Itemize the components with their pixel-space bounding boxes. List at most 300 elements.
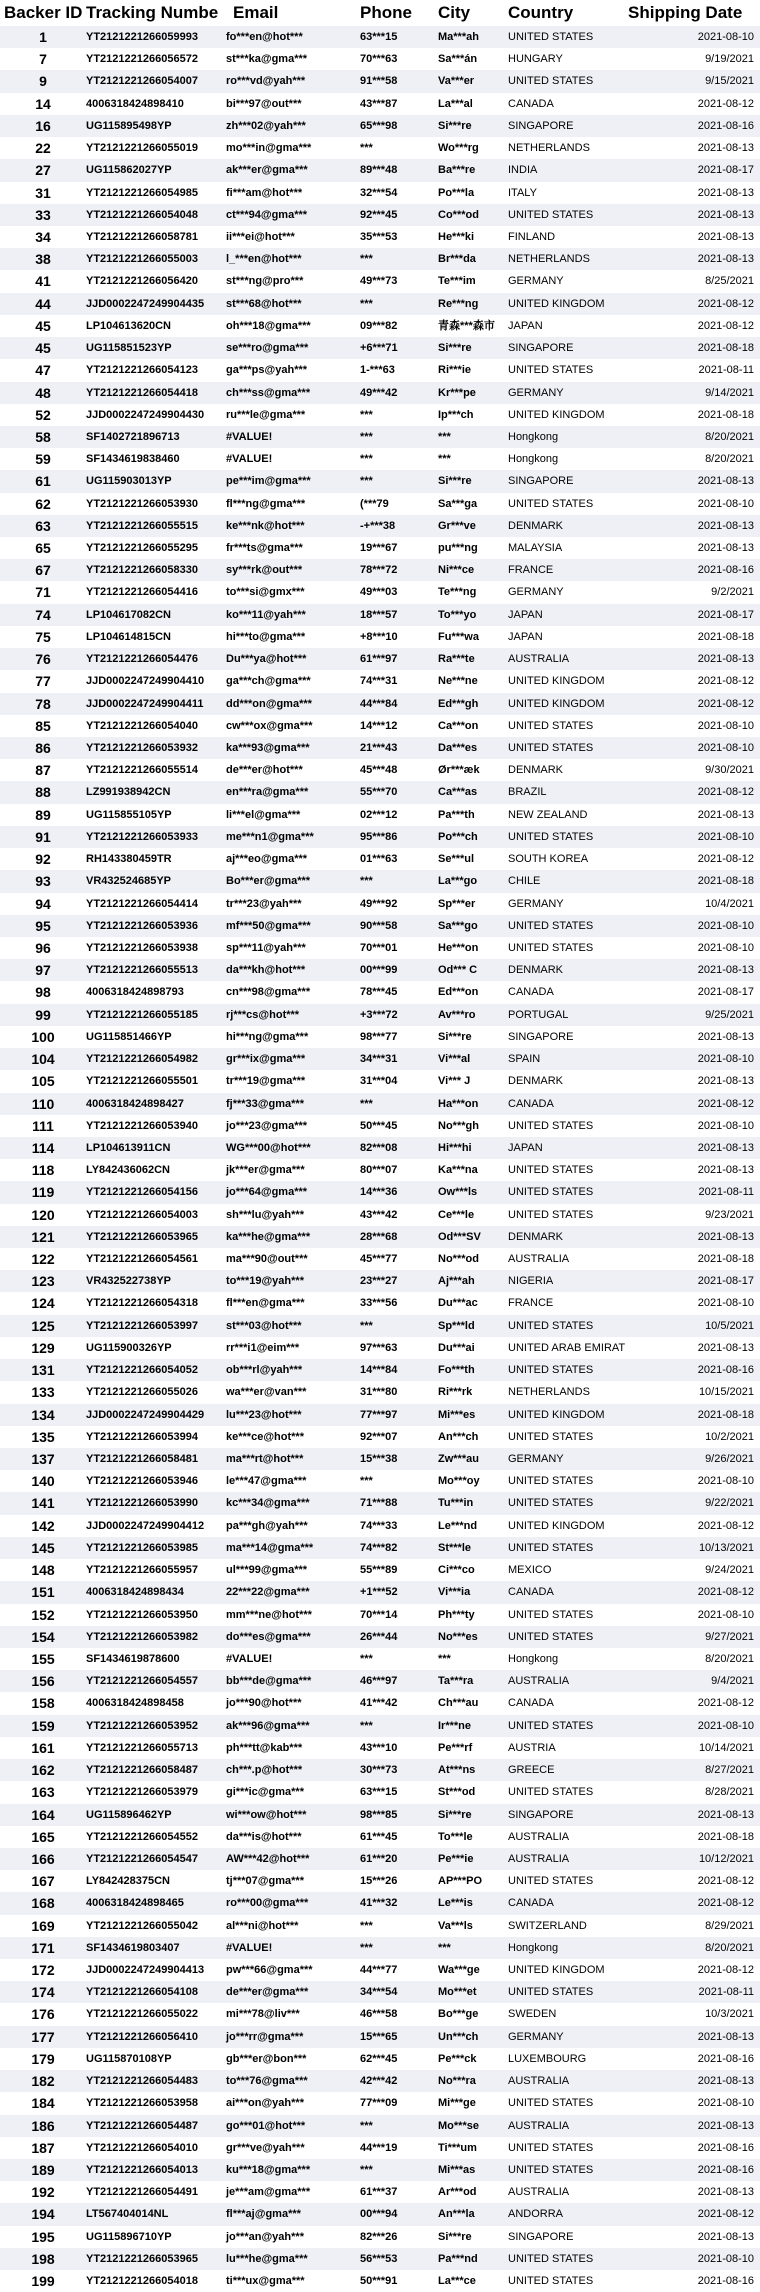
country-cell[interactable]: UNITED ARAB EMIRAT xyxy=(508,1341,626,1354)
backer-id-cell[interactable]: 120 xyxy=(31,1206,55,1223)
phone-cell[interactable]: 18***57 xyxy=(360,608,398,621)
backer-id-cell[interactable]: 77 xyxy=(35,673,51,690)
tracking-number-cell[interactable]: YT2121221266053940 xyxy=(86,1119,198,1132)
backer-id-cell[interactable]: 104 xyxy=(31,1051,55,1068)
table-row[interactable] xyxy=(0,315,760,337)
tracking-number-cell[interactable]: YT2121221266054547 xyxy=(86,1852,198,1865)
phone-cell[interactable]: 43***10 xyxy=(360,1741,398,1754)
phone-cell[interactable]: 45***77 xyxy=(360,1253,398,1266)
phone-cell[interactable]: 63***15 xyxy=(360,1786,398,1799)
backer-id-cell[interactable]: 114 xyxy=(31,1139,55,1156)
city-cell[interactable]: La***ce xyxy=(438,2275,476,2288)
tracking-number-cell[interactable]: UG115896462YP xyxy=(86,1808,172,1821)
phone-cell[interactable]: 78***45 xyxy=(360,986,398,999)
tracking-number-cell[interactable]: YT2121221266054476 xyxy=(86,653,198,666)
phone-cell[interactable]: 49***92 xyxy=(360,897,398,910)
email-cell[interactable]: jo***23@gma*** xyxy=(226,1119,308,1132)
shipping-date-cell[interactable]: 2021-08-13 xyxy=(697,519,754,532)
country-cell[interactable]: NETHERLANDS xyxy=(508,253,590,266)
country-cell[interactable]: UNITED KINGDOM xyxy=(508,408,605,421)
backer-id-cell[interactable]: 171 xyxy=(31,1939,55,1956)
tracking-number-cell[interactable]: SF1434619878600 xyxy=(86,1652,180,1665)
country-cell[interactable]: CANADA xyxy=(508,1697,554,1710)
table-row[interactable] xyxy=(0,2070,760,2092)
country-cell[interactable]: GERMANY xyxy=(508,1453,564,1465)
table-row[interactable] xyxy=(0,70,760,92)
tracking-number-cell[interactable]: YT2121221266054418 xyxy=(86,386,198,399)
backer-id-cell[interactable]: 131 xyxy=(31,1362,55,1379)
city-cell[interactable]: *** xyxy=(438,430,451,443)
email-cell[interactable]: dd***on@gma*** xyxy=(226,697,312,710)
backer-id-cell[interactable]: 95 xyxy=(35,917,51,934)
shipping-date-cell[interactable]: 10/12/2021 xyxy=(698,1852,754,1865)
backer-id-cell[interactable]: 93 xyxy=(35,873,51,890)
table-row[interactable] xyxy=(0,937,760,959)
header-tracking-number[interactable]: Tracking Numbe xyxy=(86,3,219,22)
backer-id-cell[interactable]: 48 xyxy=(35,384,51,401)
country-cell[interactable]: ANDORRA xyxy=(508,2208,564,2221)
phone-cell[interactable]: 61***97 xyxy=(360,653,398,666)
tracking-number-cell[interactable]: YT2121221266053994 xyxy=(86,1430,198,1443)
table-row[interactable] xyxy=(0,1181,760,1203)
backer-id-cell[interactable]: 155 xyxy=(31,1650,55,1667)
backer-id-cell[interactable]: 163 xyxy=(31,1784,55,1801)
country-cell[interactable]: AUSTRALIA xyxy=(508,653,570,666)
tracking-number-cell[interactable]: YT2121221266053982 xyxy=(86,1630,198,1643)
country-cell[interactable]: UNITED STATES xyxy=(508,1608,594,1621)
email-cell[interactable]: rj***cs@hot*** xyxy=(226,1008,300,1021)
backer-id-cell[interactable]: 129 xyxy=(31,1339,55,1356)
email-cell[interactable]: ct***94@gma*** xyxy=(226,208,308,221)
table-row[interactable] xyxy=(0,115,760,137)
city-cell[interactable]: Hi***hi xyxy=(438,1141,472,1154)
phone-cell[interactable]: 44***19 xyxy=(360,2141,398,2154)
phone-cell[interactable]: 00***94 xyxy=(360,2208,398,2221)
tracking-number-cell[interactable]: JJD0002247249904411 xyxy=(86,697,204,710)
shipping-date-cell[interactable]: 2021-08-12 xyxy=(697,97,754,110)
country-cell[interactable]: SINGAPORE xyxy=(508,1808,574,1821)
phone-cell[interactable]: 65***98 xyxy=(360,119,398,132)
backer-id-cell[interactable]: 67 xyxy=(35,562,51,579)
table-row[interactable] xyxy=(0,270,760,292)
tracking-number-cell[interactable]: YT2121221266053965 xyxy=(86,2252,198,2265)
shipping-date-cell[interactable]: 2021-08-10 xyxy=(697,2097,754,2110)
email-cell[interactable]: wa***er@van*** xyxy=(226,1386,307,1399)
city-cell[interactable]: Du***ai xyxy=(438,1341,475,1354)
tracking-number-cell[interactable]: YT2121221266054156 xyxy=(86,1186,198,1199)
shipping-date-cell[interactable]: 2021-08-18 xyxy=(697,630,754,643)
shipping-date-cell[interactable]: 2021-08-13 xyxy=(697,2030,754,2043)
shipping-date-cell[interactable]: 2021-08-18 xyxy=(697,1408,754,1421)
table-row[interactable] xyxy=(0,1604,760,1626)
shipping-date-cell[interactable]: 8/29/2021 xyxy=(705,1919,754,1932)
country-cell[interactable]: NETHERLANDS xyxy=(508,1386,590,1399)
tracking-number-cell[interactable]: YT2121221266055026 xyxy=(86,1386,198,1399)
shipping-date-cell[interactable]: 2021-08-18 xyxy=(697,1253,754,1266)
table-row[interactable] xyxy=(0,1448,760,1470)
country-cell[interactable]: BRAZIL xyxy=(508,786,547,799)
city-cell[interactable]: Aj***ah xyxy=(438,1275,475,1288)
email-cell[interactable]: hi***to@gma*** xyxy=(226,630,306,643)
table-row[interactable] xyxy=(0,1715,760,1737)
table-row[interactable] xyxy=(0,248,760,270)
backer-id-cell[interactable]: 172 xyxy=(31,1962,55,1979)
city-cell[interactable]: Od*** C xyxy=(438,964,478,977)
table-row[interactable] xyxy=(0,470,760,492)
phone-cell[interactable]: +3***72 xyxy=(360,1008,398,1021)
shipping-date-cell[interactable]: 9/22/2021 xyxy=(705,1497,754,1510)
country-cell[interactable]: UNITED STATES xyxy=(508,2097,594,2110)
phone-cell[interactable]: 00***99 xyxy=(360,964,398,977)
table-row[interactable] xyxy=(0,1270,760,1292)
email-cell[interactable]: ke***ce@hot*** xyxy=(226,1430,304,1443)
phone-cell[interactable]: 74***31 xyxy=(360,675,398,688)
country-cell[interactable]: UNITED STATES xyxy=(508,31,594,43)
phone-cell[interactable]: 91***58 xyxy=(360,75,398,88)
shipping-date-cell[interactable]: 2021-08-10 xyxy=(697,1608,754,1621)
shipping-date-cell[interactable]: 2021-08-10 xyxy=(697,31,754,43)
backer-id-cell[interactable]: 174 xyxy=(31,1984,55,2001)
phone-cell[interactable]: 35***53 xyxy=(360,230,398,243)
email-cell[interactable]: lu***he@gma*** xyxy=(226,2252,308,2265)
country-cell[interactable]: UNITED STATES xyxy=(508,1630,594,1643)
table-row[interactable] xyxy=(0,848,760,870)
tracking-number-cell[interactable]: YT2121221266054318 xyxy=(86,1297,198,1310)
backer-id-cell[interactable]: 65 xyxy=(35,540,51,557)
backer-id-cell[interactable]: 9 xyxy=(39,73,47,90)
table-row[interactable] xyxy=(0,1004,760,1026)
shipping-date-cell[interactable]: 2021-08-11 xyxy=(698,1186,754,1199)
city-cell[interactable]: Co***od xyxy=(438,208,479,221)
city-cell[interactable]: Ni***ce xyxy=(438,564,475,577)
country-cell[interactable]: UNITED STATES xyxy=(508,2164,594,2176)
country-cell[interactable]: UNITED STATES xyxy=(508,2275,594,2288)
backer-id-cell[interactable]: 100 xyxy=(31,1028,55,1045)
tracking-number-cell[interactable]: JJD0002247249904429 xyxy=(86,1408,205,1421)
shipping-date-cell[interactable]: 2021-08-16 xyxy=(697,2164,754,2176)
phone-cell[interactable]: 56***53 xyxy=(360,2252,398,2265)
table-row[interactable] xyxy=(0,537,760,559)
table-row[interactable] xyxy=(0,1626,760,1648)
shipping-date-cell[interactable]: 2021-08-13 xyxy=(697,186,754,199)
city-cell[interactable]: Ar***od xyxy=(438,2186,477,2199)
table-row[interactable] xyxy=(0,1070,760,1092)
tracking-number-cell[interactable]: YT2121221266054108 xyxy=(86,1986,198,1999)
country-cell[interactable]: HUNGARY xyxy=(508,53,563,66)
country-cell[interactable]: UNITED STATES xyxy=(508,1119,594,1132)
tracking-number-cell[interactable]: LP104617082CN xyxy=(86,608,172,621)
backer-id-cell[interactable]: 198 xyxy=(31,2250,55,2267)
tracking-number-cell[interactable]: YT2121221266055185 xyxy=(86,1008,198,1021)
email-cell[interactable]: WG***00@hot*** xyxy=(226,1141,311,1154)
tracking-number-cell[interactable]: YT2121221266058481 xyxy=(86,1453,198,1465)
email-cell[interactable]: mo***in@gma*** xyxy=(226,142,312,155)
shipping-date-cell[interactable]: 2021-08-13 xyxy=(697,2119,754,2132)
country-cell[interactable]: SINGAPORE xyxy=(508,119,574,132)
tracking-number-cell[interactable]: VR432524685YP xyxy=(86,875,172,888)
country-cell[interactable]: AUSTRALIA xyxy=(508,2119,570,2132)
backer-id-cell[interactable]: 33 xyxy=(35,206,51,223)
tracking-number-cell[interactable]: UG115855105YP xyxy=(86,808,172,821)
city-cell[interactable]: No***es xyxy=(438,1630,478,1643)
city-cell[interactable]: Mi***ge xyxy=(438,2097,476,2110)
backer-id-cell[interactable]: 44 xyxy=(35,295,51,312)
shipping-date-cell[interactable]: 10/15/2021 xyxy=(698,1386,754,1399)
city-cell[interactable]: Mi***as xyxy=(438,2164,476,2176)
phone-cell[interactable]: 46***58 xyxy=(360,2008,398,2021)
backer-id-cell[interactable]: 14 xyxy=(35,95,51,112)
tracking-number-cell[interactable]: YT2121221266054007 xyxy=(86,75,198,88)
email-cell[interactable]: oh***18@gma*** xyxy=(226,319,311,332)
table-row[interactable] xyxy=(0,1692,760,1714)
country-cell[interactable]: CANADA xyxy=(508,1097,554,1110)
tracking-number-cell[interactable]: YT2121221266055514 xyxy=(86,764,198,777)
country-cell[interactable]: MALAYSIA xyxy=(508,542,563,555)
country-cell[interactable]: GERMANY xyxy=(508,275,564,288)
table-row[interactable] xyxy=(0,448,760,470)
email-cell[interactable]: st***ka@gma*** xyxy=(226,53,308,66)
country-cell[interactable]: SINGAPORE xyxy=(508,1030,574,1043)
tracking-number-cell[interactable]: YT2121221266054123 xyxy=(86,364,198,377)
country-cell[interactable]: FRANCE xyxy=(508,1297,554,1310)
shipping-date-cell[interactable]: 2021-08-18 xyxy=(697,342,754,355)
table-row[interactable] xyxy=(0,359,760,381)
backer-id-cell[interactable]: 91 xyxy=(35,828,51,845)
table-row[interactable] xyxy=(0,1515,760,1537)
email-cell[interactable]: to***19@yah*** xyxy=(226,1275,304,1288)
country-cell[interactable]: UNITED STATES xyxy=(508,719,594,732)
country-cell[interactable]: JAPAN xyxy=(508,630,543,643)
email-cell[interactable]: tr***23@yah*** xyxy=(226,897,302,910)
shipping-date-cell[interactable]: 10/13/2021 xyxy=(698,1541,754,1554)
backer-id-cell[interactable]: 187 xyxy=(31,2139,55,2156)
country-cell[interactable]: NETHERLANDS xyxy=(508,142,590,155)
city-cell[interactable]: Si***re xyxy=(438,1030,472,1043)
shipping-date-cell[interactable]: 2021-08-18 xyxy=(697,875,754,888)
email-cell[interactable]: ke***nk@hot*** xyxy=(226,519,305,532)
email-cell[interactable]: kc***34@gma*** xyxy=(226,1497,310,1510)
phone-cell[interactable]: 55***89 xyxy=(360,1564,398,1577)
shipping-date-cell[interactable]: 2021-08-12 xyxy=(697,675,754,688)
header-shipping-date[interactable]: Shipping Date xyxy=(628,3,743,22)
tracking-number-cell[interactable]: YT2121221266055019 xyxy=(86,142,198,155)
backer-id-cell[interactable]: 141 xyxy=(31,1495,55,1512)
city-cell[interactable]: Sp***ld xyxy=(438,1319,475,1332)
city-cell[interactable]: Sa***go xyxy=(438,919,478,932)
email-cell[interactable]: ma***14@gma*** xyxy=(226,1541,314,1554)
city-cell[interactable]: Un***ch xyxy=(438,2030,479,2043)
phone-cell[interactable]: 70***01 xyxy=(360,941,398,954)
tracking-number-cell[interactable]: YT2121221266056420 xyxy=(86,275,198,288)
email-cell[interactable]: ob***rl@yah*** xyxy=(226,1364,303,1377)
tracking-number-cell[interactable]: YT2121221266054982 xyxy=(86,1053,198,1066)
shipping-date-cell[interactable]: 2021-08-12 xyxy=(697,1964,754,1977)
email-cell[interactable]: hi***ng@gma*** xyxy=(226,1030,309,1043)
email-cell[interactable]: ph***tt@kab*** xyxy=(226,1741,303,1754)
tracking-number-cell[interactable]: LY842436062CN xyxy=(86,1164,170,1177)
table-row[interactable] xyxy=(0,1892,760,1914)
country-cell[interactable]: UNITED KINGDOM xyxy=(508,1519,605,1532)
table-row[interactable] xyxy=(0,515,760,537)
backer-id-cell[interactable]: 76 xyxy=(35,651,51,668)
tracking-number-cell[interactable]: YT2121221266054414 xyxy=(86,897,198,910)
city-cell[interactable]: To***yo xyxy=(438,608,477,621)
phone-cell[interactable]: *** xyxy=(360,297,373,310)
backer-id-cell[interactable]: 75 xyxy=(35,628,51,645)
shipping-date-cell[interactable]: 2021-08-10 xyxy=(697,941,754,954)
phone-cell[interactable]: 15***65 xyxy=(360,2030,398,2043)
city-cell[interactable]: Du***ac xyxy=(438,1297,478,1310)
phone-cell[interactable]: 71***88 xyxy=(360,1497,398,1510)
tracking-number-cell[interactable]: 4006318424898427 xyxy=(86,1097,184,1110)
shipping-date-cell[interactable]: 9/23/2021 xyxy=(705,1208,754,1221)
shipping-date-cell[interactable]: 9/2/2021 xyxy=(711,586,754,599)
backer-id-cell[interactable]: 63 xyxy=(35,517,51,534)
city-cell[interactable]: Ph***ty xyxy=(438,1608,475,1621)
tracking-number-cell[interactable]: YT2121221266053979 xyxy=(86,1786,198,1799)
email-cell[interactable]: bb***de@gma*** xyxy=(226,1675,312,1688)
email-cell[interactable]: mm***ne@hot*** xyxy=(226,1608,312,1621)
email-cell[interactable]: ka***93@gma*** xyxy=(226,742,310,754)
backer-id-cell[interactable]: 182 xyxy=(31,2073,55,2090)
table-row[interactable] xyxy=(0,1026,760,1048)
shipping-date-cell[interactable]: 9/19/2021 xyxy=(705,53,754,66)
backer-id-cell[interactable]: 121 xyxy=(31,1228,55,1245)
city-cell[interactable]: Ri***rk xyxy=(438,1386,473,1399)
backer-id-cell[interactable]: 152 xyxy=(31,1606,55,1623)
phone-cell[interactable]: *** xyxy=(360,1919,373,1932)
email-cell[interactable]: gr***ve@yah*** xyxy=(226,2141,305,2154)
city-cell[interactable]: Sp***er xyxy=(438,897,476,910)
shipping-date-cell[interactable]: 2021-08-13 xyxy=(697,230,754,243)
phone-cell[interactable]: 74***82 xyxy=(360,1541,398,1554)
phone-cell[interactable]: 78***72 xyxy=(360,564,398,577)
backer-id-cell[interactable]: 41 xyxy=(35,273,51,290)
city-cell[interactable]: 青森***森市 xyxy=(438,319,495,332)
tracking-number-cell[interactable]: YT2121221266053936 xyxy=(86,919,198,932)
phone-cell[interactable]: 92***07 xyxy=(360,1430,398,1443)
country-cell[interactable]: UNITED KINGDOM xyxy=(508,1964,605,1977)
city-cell[interactable]: Si***re xyxy=(438,1808,472,1821)
shipping-date-cell[interactable]: 9/26/2021 xyxy=(705,1453,754,1465)
country-cell[interactable]: AUSTRALIA xyxy=(508,2186,570,2199)
city-cell[interactable]: Da***es xyxy=(438,742,478,754)
city-cell[interactable]: Gr***ve xyxy=(438,519,476,532)
table-row[interactable] xyxy=(0,781,760,803)
table-row[interactable] xyxy=(0,1204,760,1226)
shipping-date-cell[interactable]: 2021-08-12 xyxy=(697,1097,754,1110)
backer-id-cell[interactable]: 151 xyxy=(31,1584,55,1601)
backer-id-cell[interactable]: 186 xyxy=(31,2117,55,2134)
backer-id-cell[interactable]: 158 xyxy=(31,1695,55,1712)
table-row[interactable] xyxy=(0,93,760,115)
phone-cell[interactable]: 31***04 xyxy=(360,1075,398,1088)
phone-cell[interactable]: 33***56 xyxy=(360,1297,398,1310)
backer-id-cell[interactable]: 184 xyxy=(31,2095,55,2112)
city-cell[interactable]: Ra***te xyxy=(438,653,475,666)
tracking-number-cell[interactable]: YT2121221266054557 xyxy=(86,1675,198,1688)
country-cell[interactable]: SINGAPORE xyxy=(508,2230,574,2243)
shipping-date-cell[interactable]: 10/14/2021 xyxy=(698,1741,754,1754)
table-row[interactable] xyxy=(0,604,760,626)
tracking-number-cell[interactable]: 4006318424898458 xyxy=(86,1697,184,1710)
city-cell[interactable]: Od***SV xyxy=(438,1230,481,1243)
shipping-date-cell[interactable]: 10/3/2021 xyxy=(705,2008,754,2021)
city-cell[interactable]: Ri***ie xyxy=(438,364,472,377)
city-cell[interactable]: Le***is xyxy=(438,1897,473,1910)
backer-id-cell[interactable]: 27 xyxy=(35,162,51,179)
tracking-number-cell[interactable]: YT2121221266053997 xyxy=(86,1319,198,1332)
shipping-date-cell[interactable]: 2021-08-13 xyxy=(697,1141,754,1154)
country-cell[interactable]: SPAIN xyxy=(508,1053,541,1066)
city-cell[interactable]: Pa***th xyxy=(438,808,475,821)
backer-id-cell[interactable]: 123 xyxy=(31,1273,55,1290)
country-cell[interactable]: INDIA xyxy=(508,164,538,177)
email-cell[interactable]: mf***50@gma*** xyxy=(226,919,311,932)
backer-id-cell[interactable]: 134 xyxy=(31,1406,55,1423)
shipping-date-cell[interactable]: 2021-08-18 xyxy=(697,1830,754,1843)
tracking-number-cell[interactable]: YT2121221266055042 xyxy=(86,1919,198,1932)
country-cell[interactable]: JAPAN xyxy=(508,1141,543,1154)
phone-cell[interactable]: 28***68 xyxy=(360,1230,398,1243)
country-cell[interactable]: SINGAPORE xyxy=(508,342,574,355)
shipping-date-cell[interactable]: 9/24/2021 xyxy=(705,1564,754,1577)
city-cell[interactable]: Te***ng xyxy=(438,586,477,599)
email-cell[interactable]: sp***11@yah*** xyxy=(226,941,306,954)
country-cell[interactable]: NIGERIA xyxy=(508,1275,554,1288)
table-row[interactable] xyxy=(0,1292,760,1314)
tracking-number-cell[interactable]: YT2121221266054018 xyxy=(86,2275,198,2288)
table-row[interactable] xyxy=(0,870,760,892)
phone-cell[interactable]: 45***48 xyxy=(360,764,398,777)
email-cell[interactable]: to***si@gmx*** xyxy=(226,586,305,599)
tracking-number-cell[interactable]: JJD0002247249904410 xyxy=(86,675,205,688)
phone-cell[interactable]: *** xyxy=(360,1652,373,1665)
phone-cell[interactable]: 43***42 xyxy=(360,1208,398,1221)
country-cell[interactable]: UNITED STATES xyxy=(508,1164,594,1177)
email-cell[interactable]: sh***lu@yah*** xyxy=(226,1208,304,1221)
backer-id-cell[interactable]: 105 xyxy=(31,1073,55,1090)
tracking-number-cell[interactable]: YT2121221266054552 xyxy=(86,1830,198,1843)
table-row[interactable] xyxy=(0,1315,760,1337)
tracking-number-cell[interactable]: YT2121221266054985 xyxy=(86,186,198,199)
backer-id-cell[interactable]: 96 xyxy=(35,939,51,956)
phone-cell[interactable]: 62***45 xyxy=(360,2052,398,2065)
tracking-number-cell[interactable]: YT2121221266053930 xyxy=(86,497,198,510)
city-cell[interactable]: Wa***ge xyxy=(438,1964,480,1977)
city-cell[interactable]: No***od xyxy=(438,1253,479,1266)
table-row[interactable] xyxy=(0,2159,760,2181)
backer-id-cell[interactable]: 97 xyxy=(35,962,51,979)
backer-id-cell[interactable]: 34 xyxy=(35,228,51,245)
country-cell[interactable]: UNITED STATES xyxy=(508,1430,594,1443)
email-cell[interactable]: jo***rr@gma*** xyxy=(226,2030,304,2043)
tracking-number-cell[interactable]: LP104613911CN xyxy=(86,1141,171,1154)
phone-cell[interactable]: 01***63 xyxy=(360,853,398,866)
city-cell[interactable]: Po***ch xyxy=(438,830,478,843)
email-cell[interactable]: fo***en@hot*** xyxy=(226,31,303,43)
country-cell[interactable]: DENMARK xyxy=(508,1230,564,1243)
shipping-date-cell[interactable]: 2021-08-10 xyxy=(697,1119,754,1132)
phone-cell[interactable]: +6***71 xyxy=(360,342,398,355)
phone-cell[interactable]: *** xyxy=(360,142,373,155)
city-cell[interactable]: Sa***án xyxy=(438,53,478,66)
shipping-date-cell[interactable]: 2021-08-13 xyxy=(697,253,754,266)
shipping-date-cell[interactable]: 2021-08-16 xyxy=(697,564,754,577)
backer-id-cell[interactable]: 47 xyxy=(35,362,51,379)
table-row[interactable] xyxy=(0,1670,760,1692)
city-cell[interactable]: Ti***um xyxy=(438,2141,477,2154)
